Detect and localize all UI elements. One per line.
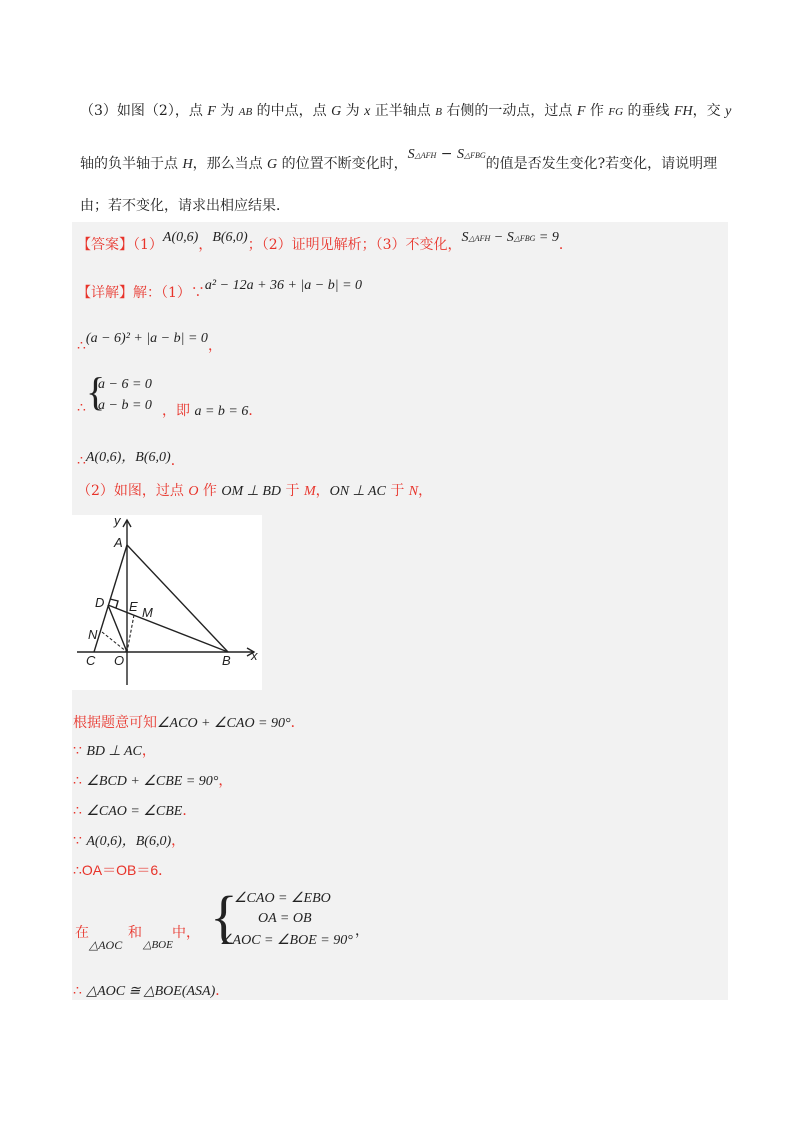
condition-2: OA = OB — [258, 911, 312, 926]
math-expr: B(6,0) — [212, 230, 248, 245]
text: ， — [315, 483, 330, 499]
text: ， — [207, 338, 222, 354]
text: ， — [171, 833, 186, 849]
label-M: M — [142, 605, 153, 620]
text: ，交 — [692, 103, 726, 119]
math-var: S — [407, 147, 415, 162]
math-var: H — [182, 157, 193, 172]
detail-coords — [77, 450, 185, 470]
text: （2）如图，过点 — [77, 483, 189, 499]
text: ，即 — [162, 403, 195, 419]
math-var: S — [461, 230, 469, 245]
math-var: y — [725, 104, 732, 119]
math-var: M — [303, 484, 316, 499]
label-O: O — [114, 653, 125, 668]
label-N: N — [88, 627, 98, 642]
segment-AB — [127, 545, 228, 652]
math-expr: OM ⊥ BD — [221, 484, 282, 499]
proof-line-1 — [73, 712, 305, 732]
text: ． — [215, 983, 230, 999]
math-var: FH — [673, 104, 693, 119]
text: ． — [290, 715, 305, 731]
text: ． — [248, 403, 263, 419]
math-var: x — [364, 104, 371, 119]
segment-DB — [108, 605, 228, 652]
text: 解：（1）∵ — [133, 285, 205, 301]
system-brace: { — [86, 369, 106, 414]
triangle-BOE: △BOE — [143, 939, 173, 951]
text: ，那么当点 — [192, 156, 268, 172]
text: 于 — [385, 483, 409, 499]
math-var: S — [506, 230, 514, 245]
answer-label: 【答案】 — [77, 237, 133, 253]
area-diff-result — [462, 229, 559, 245]
condition-1: ∠CAO = ∠EBO — [234, 891, 331, 906]
math-expr: BD ⊥ AC — [86, 744, 142, 759]
segment-OM — [127, 615, 134, 652]
math-expr: A(0,6)，B(6,0) — [85, 450, 171, 465]
text: 的值是否发生变化?若变化，请说明理 — [485, 156, 718, 172]
text: （2）证明见解析；（3）不变化， — [261, 237, 462, 253]
system-result — [162, 400, 262, 420]
because-symbol: ∵ — [73, 743, 87, 759]
math-expr: A(0,6) — [162, 230, 199, 245]
math-op: − — [490, 230, 507, 245]
math-expr: a² − 12a + 36 + |a − b| = 0 — [204, 278, 363, 293]
text: 的位置不断变化时， — [277, 156, 408, 172]
text: ． — [170, 453, 185, 469]
system-eq-1: a − 6 = 0 — [98, 377, 152, 392]
math-op: − — [436, 146, 457, 162]
math-expr: ON ⊥ AC — [329, 484, 386, 499]
math-expr: ∠CAO = ∠CBE — [86, 804, 183, 819]
therefore-symbol: ∴ — [77, 400, 86, 416]
math-expr: △AOC ≅ △BOE(ASA) — [86, 984, 216, 999]
math-var: FG — [608, 106, 624, 118]
text: ， — [218, 773, 233, 789]
geometry-figure — [72, 515, 262, 690]
text: ； — [247, 237, 262, 253]
question-line-2 — [80, 146, 718, 173]
math-expr: = 9 — [535, 230, 559, 245]
proof-line-5 — [73, 830, 185, 850]
math-var: N — [408, 484, 419, 499]
proof-line-8 — [73, 980, 229, 1000]
condition-end: ， — [355, 923, 369, 939]
proof-in-word: 在 — [75, 925, 89, 941]
detail-part2-intro — [77, 480, 432, 500]
proof-line-4 — [73, 800, 196, 820]
proof-middle-word: 中， — [172, 925, 200, 941]
proof-line-6: ∴OA＝OB＝6． — [73, 862, 173, 878]
text: 作 — [585, 103, 609, 119]
math-sub: △AFH — [468, 234, 491, 243]
question-line-3: 由；若不变化，请求出相应结果． — [80, 198, 290, 214]
math-expr: ∠ACO + ∠CAO = 90° — [157, 716, 291, 731]
triangle-AOC: △AOC — [89, 938, 123, 952]
answer-line — [77, 230, 573, 254]
therefore-symbol: ∴ — [77, 453, 86, 469]
math-sub: △AFH — [414, 151, 437, 160]
math-expr: (a − 6)² + |a − b| = 0 — [85, 331, 208, 346]
math-expr: A(0,6)，B(6,0) — [86, 834, 172, 849]
math-sub: △FBG — [463, 151, 486, 160]
detail-label: 【详解】 — [77, 285, 133, 301]
text: 的垂线 — [623, 103, 674, 119]
text: ． — [558, 237, 573, 253]
system-brace-2: { — [210, 884, 238, 949]
therefore-symbol: ∴ — [73, 803, 87, 819]
text: 右侧的一动点，过点 — [441, 103, 577, 119]
text: 为 — [341, 103, 365, 119]
label-x: x — [251, 648, 258, 663]
math-var: G — [267, 157, 278, 172]
text: ． — [182, 803, 197, 819]
text: （1） — [133, 237, 163, 253]
label-C: C — [86, 653, 96, 668]
math-var: O — [188, 484, 199, 499]
text: 正半轴点 — [370, 103, 436, 119]
text: ， — [198, 237, 213, 253]
math-var: G — [331, 104, 342, 119]
label-D: D — [95, 595, 105, 610]
proof-and-word: 和 — [128, 925, 142, 941]
label-A: A — [114, 535, 123, 550]
text: 的中点，点 — [252, 103, 332, 119]
therefore-symbol: ∴ — [77, 338, 86, 354]
text: 轴的负半轴于点 — [80, 156, 183, 172]
proof-line-3 — [73, 770, 232, 790]
text: ， — [418, 483, 433, 499]
therefore-symbol: ∴ — [73, 983, 87, 999]
math-var: S — [456, 147, 464, 162]
label-E: E — [129, 599, 138, 614]
therefore-symbol: ∴ — [73, 773, 87, 789]
math-expr: ∠BCD + ∠CBE = 90° — [86, 774, 219, 789]
detail-line-1 — [77, 278, 363, 302]
area-diff-expression — [408, 146, 486, 162]
math-sub: △FBG — [513, 234, 536, 243]
text: 于 — [281, 483, 304, 499]
math-var: B — [435, 106, 442, 118]
because-symbol: ∵ — [73, 833, 87, 849]
label-B: B — [222, 653, 231, 668]
text: 作 — [198, 483, 222, 499]
math-var: F — [576, 104, 586, 119]
detail-line-2 — [77, 331, 222, 355]
condition-3: ∠AOC = ∠BOE = 90° — [220, 933, 353, 948]
label-y: y — [114, 513, 121, 528]
math-var: AB — [238, 106, 253, 118]
math-var: F — [207, 104, 216, 119]
text: 为 — [215, 103, 239, 119]
proof-line-2 — [73, 740, 156, 760]
text: ， — [141, 743, 156, 759]
system-eq-2: a − b = 0 — [98, 398, 152, 413]
question-line-1 — [80, 100, 731, 120]
text: 根据题意可知 — [73, 715, 157, 731]
text: （3）如图（2），点 — [80, 103, 208, 119]
math-expr: a = b = 6 — [194, 404, 249, 419]
